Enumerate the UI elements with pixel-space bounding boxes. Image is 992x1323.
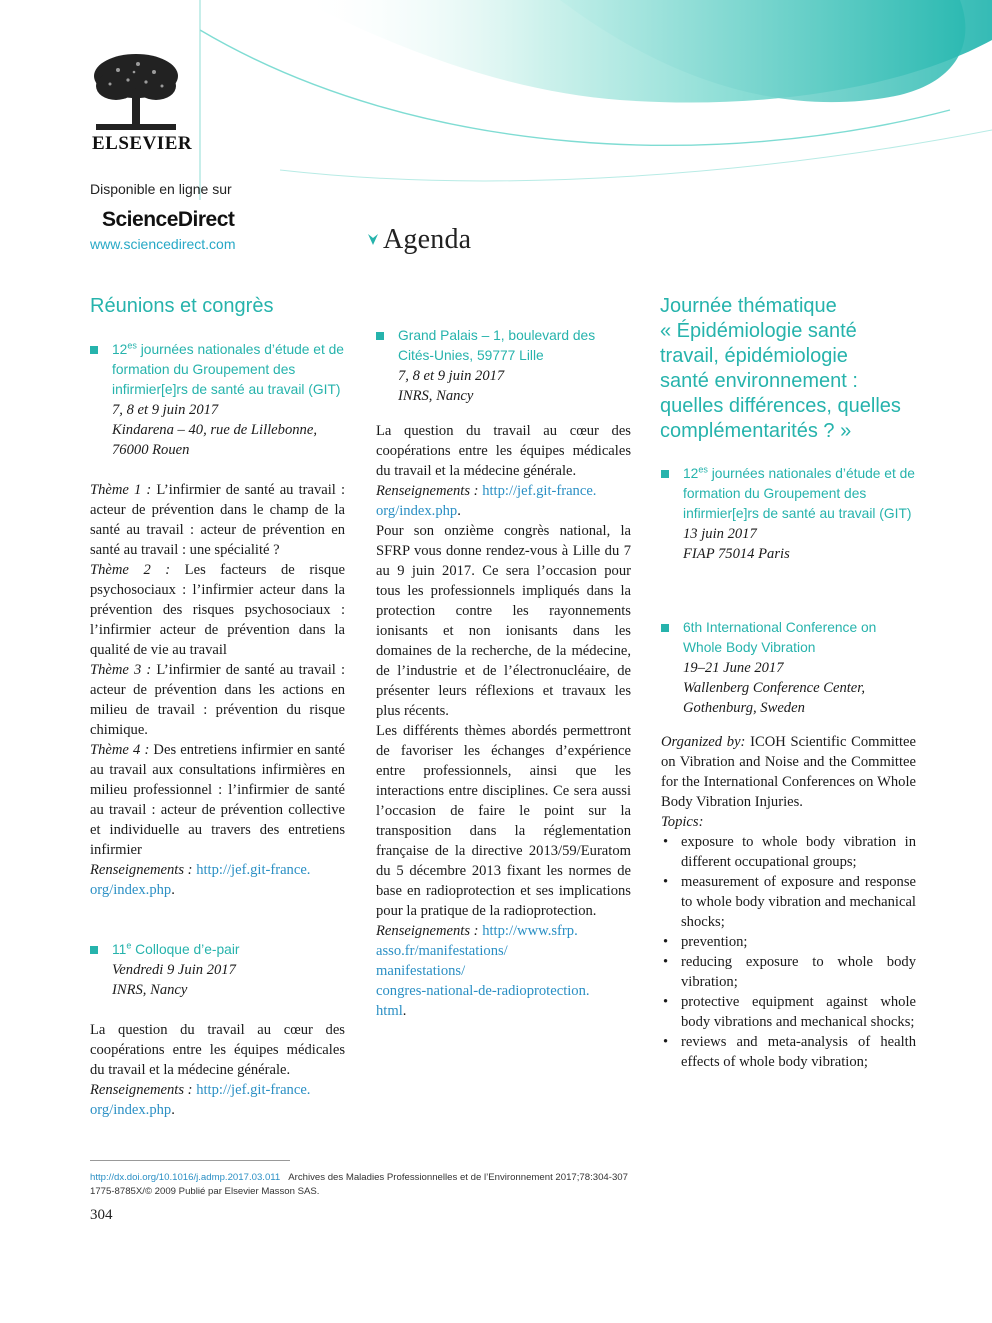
event-place-city: Gothenburg, Sweden xyxy=(683,700,805,716)
available-online-label: Disponible en ligne sur xyxy=(90,181,232,197)
theme-2: Thème 2 : Les facteurs de risque psychosociaux : l’infirmier acteur dans la prévention des risques psychosociaux : l’infirmier acteur de prévention dans la qualité de vie au travail xyxy=(90,562,345,658)
event-git-rouen xyxy=(90,340,345,460)
renseignements-2: Renseignements : http://www.sfrp. asso.fr/manifestations/ manifestations/ congres-national-de-radioprotection. html. xyxy=(376,923,590,1019)
event-place: Wallenberg Conference Center, xyxy=(683,680,865,696)
sfrp-paragraph: Pour son onzième congrès national, la SFRP vous donne rendez-vous à Lille du 7 au 9 juin 2017. Ce sera l’occasion pour tous les professionnels impliqués dans la protection contre les rayonnements ionisants et non ionisants dans les domaines de la recherche, de la médecine, de l’industrie et de l’électronucléaire, de présenter leurs réflexions et travaux les plus récents. xyxy=(376,523,631,719)
list-item: • reducing exposure to whole body vibration; xyxy=(663,954,916,990)
info-link-cont[interactable]: org/index.php xyxy=(90,1102,172,1118)
list-item: • prevention; xyxy=(663,934,748,950)
event-date: Vendredi 9 Juin 2017 xyxy=(112,962,236,978)
square-bullet-icon xyxy=(661,624,669,632)
square-bullet-icon xyxy=(376,332,384,340)
arrow-down-icon xyxy=(367,233,379,247)
info-link-cont[interactable]: org/index.php xyxy=(376,503,458,519)
event-place: INRS, Nancy xyxy=(398,388,474,404)
theme-1: Thème 1 : L’infirmier de santé au travail : acteur de prévention dans le champ de la santé au travail : acteur de prévention en santé au travail : une spécialité ? xyxy=(90,482,345,558)
square-bullet-icon xyxy=(661,470,669,478)
sciencedirect-url-link[interactable]: www.sciencedirect.com xyxy=(90,236,236,252)
list-item: • reviews and meta-analysis of health effects of whole body vibration; xyxy=(663,1034,916,1070)
column-2 xyxy=(376,326,631,1021)
event-description: La question du travail au cœur des coopérations entre les équipes médicales du travail et la médecine générale. xyxy=(376,423,631,479)
event-date: 7, 8 et 9 juin 2017 xyxy=(398,368,505,384)
info-link[interactable]: http://jef.git-france. xyxy=(196,1082,311,1098)
elsevier-tree-logo xyxy=(88,50,184,134)
event-title: 11e Colloque d’e-pair xyxy=(112,940,240,957)
renseignements-1: Renseignements : http://jef.git-france. org/index.php. xyxy=(90,862,311,898)
doi-link[interactable]: http://dx.doi.org/10.1016/j.admp.2017.03.011 xyxy=(90,1172,281,1183)
event-title: $12^{es}$ journées nationales d’étude et de formation du Groupement des infirmier[e]rs de santé au travail (GIT) xyxy=(112,340,344,397)
event-title: $12^{es}$ journées nationales d’étude et de formation du Groupement des infirmier[e]rs de santé au travail (GIT) xyxy=(683,464,915,521)
topics-list xyxy=(661,832,916,1072)
organized-by: Organized by: ICOH Scientific Committee on Vibration and Noise and the Committee for the International Conferences on Whole Body Vibration Injuries. xyxy=(661,734,916,810)
event-title: 6th International Conference on Whole Body Vibration xyxy=(683,620,877,655)
list-item: • measurement of exposure and response to whole body vibration and mechanical shocks; xyxy=(663,874,916,930)
column1-heading: Réunions et congrès xyxy=(90,295,274,317)
column3-heading: Journée thématique « Épidémiologie santé travail, épidémiologie santé environnement : quelles différences, quelles complémentarités ? » xyxy=(660,295,901,442)
list-item: • exposure to whole body vibration in different occupational groups; xyxy=(663,834,916,870)
sfrp-link[interactable]: http://www.sfrp. xyxy=(482,923,578,939)
event-whole-body-vibration xyxy=(661,618,916,718)
event-place: Kindarena – 40, rue de Lillebonne, xyxy=(112,422,317,438)
renseignements-2: Renseignements : http://jef.git-france. org/index.php. xyxy=(90,1082,311,1118)
list-item: • protective equipment against whole body vibrations and mechanical shocks; xyxy=(663,994,916,1030)
event-place-postcode: 76000 Rouen xyxy=(112,442,190,458)
event-colloque-epair xyxy=(90,940,345,1000)
square-bullet-icon xyxy=(90,346,98,354)
publisher-logo-text: ELSEVIER xyxy=(92,133,193,154)
page-number: 304 xyxy=(90,1207,113,1223)
theme-3: Thème 3 : L’infirmier de santé au travail : acteur de prévention dans les actions en milieu de travail : prévention du risque chimique. xyxy=(90,662,345,738)
event-description: La question du travail au cœur des coopérations entre les équipes médicales du travail et la médecine générale. xyxy=(90,1022,345,1078)
event-place: INRS, Nancy xyxy=(112,982,188,998)
theme-4: Thème 4 : Des entretiens infirmier en santé au travail aux consultations infirmières en milieu professionnel : l’infirmier de santé au travail : acteur de prévention collective et individuelle au travers des entretiens infirmier xyxy=(90,742,345,858)
square-bullet-icon xyxy=(90,946,98,954)
info-link[interactable]: http://jef.git-france. xyxy=(482,483,597,499)
event-date: 13 juin 2017 xyxy=(683,526,757,542)
sciencedirect-logo: ScienceDirect xyxy=(102,208,235,231)
footer-citation: http://dx.doi.org/10.1016/j.admp.2017.03.011 Archives des Maladies Professionnelles et de l’Environnement 2017;78:304-307 1775-8785X/© 2009 Publié par Elsevier Masson SAS. xyxy=(90,1172,628,1197)
topics-label: Topics: xyxy=(661,814,704,830)
column-3 xyxy=(661,464,916,1072)
themes-paragraph: Les différents thèmes abordés permettront de favoriser les échanges d’expérience entre professionnels, ainsi que les interactions entre disciplines. Ce sera aussi l’occasion de faire le point sur la transposition dans la réglementation française de la directive 2013/59/Euratom du 5 décembre 2013 fixant les normes de base en radioprotection et ses implications pour la pratique de la radioprotection. xyxy=(376,723,631,919)
footer-rule xyxy=(90,1160,290,1161)
event-git-paris xyxy=(661,464,916,564)
event-title: Grand Palais – 1, boulevard des Cités-Unies, 59777 Lille xyxy=(398,328,596,363)
event-place: FIAP 75014 Paris xyxy=(683,546,790,562)
renseignements-1: Renseignements : http://jef.git-france. org/index.php. xyxy=(376,483,597,519)
event-date: 7, 8 et 9 juin 2017 xyxy=(112,402,219,418)
info-link[interactable]: http://jef.git-france. xyxy=(196,862,311,878)
column-1 xyxy=(90,340,345,1120)
section-title-agenda: Agenda xyxy=(383,224,472,255)
event-grand-palais xyxy=(376,326,631,406)
info-link-cont[interactable]: org/index.php xyxy=(90,882,172,898)
event-date: 19–21 June 2017 xyxy=(683,660,784,676)
